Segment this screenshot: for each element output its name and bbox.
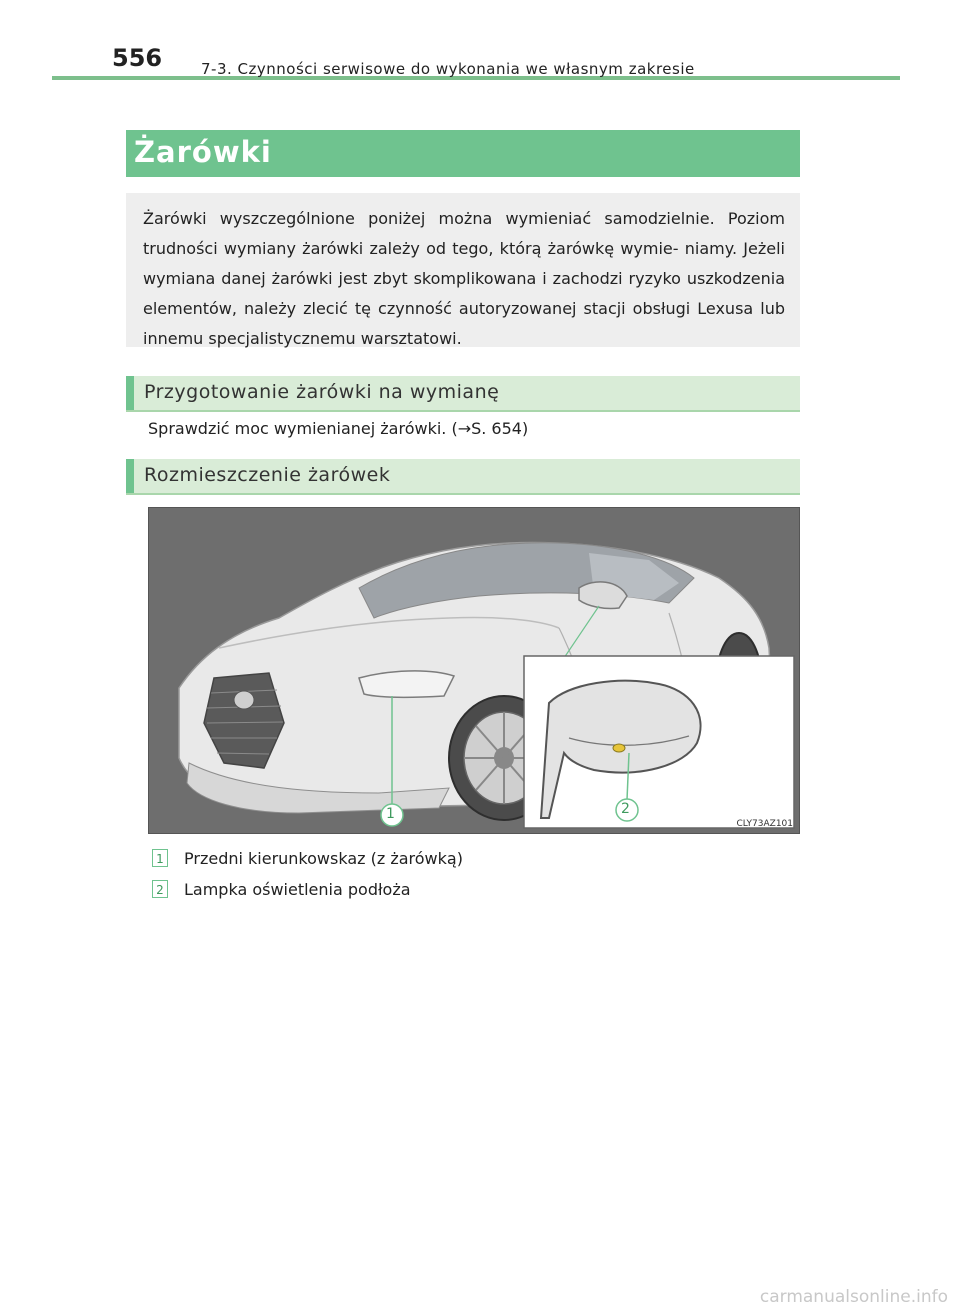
section-heading-text: Rozmieszczenie żarówek [144,464,391,486]
callout-1: 1 [386,806,395,822]
heading-stripe [126,376,134,410]
legend-number: 1 [152,849,168,867]
callout-layer [149,508,799,833]
car-illustration [148,507,800,834]
section-heading-location [126,459,800,495]
legend-item-1 [152,846,463,870]
page-title: Żarówki [134,135,272,169]
watermark: carmanualsonline.info [759,1287,948,1307]
intro-text: Żarówki wyszczególnione poniżej można wymieniać samodzielnie. Poziom trudności wymiany żarówki zależy od tego, którą żarówkę wymie- niamy. Jeżeli wymiana danej żarówki jest zbyt skomplikowana i zachodzi ryzyko uszkodzenia elementów, należy zlecić tę czynność autoryzowanej stacji obsługi Lexusa lub innemu specjalistycznemu warsztatowi. [143,209,785,348]
legend-number: 2 [152,880,168,898]
section-heading-preparation [126,376,800,412]
intro-box [126,193,800,347]
section-heading-text: Przygotowanie żarówki na wymianę [144,381,500,403]
callout-2: 2 [621,801,630,817]
preparation-text: Sprawdzić moc wymienianej żarówki. (→S. 654) [148,419,529,438]
title-banner [126,130,800,177]
heading-stripe [126,459,134,493]
figure-code: CLY73AZ101 [736,819,793,829]
chapter-title: 7-3. Czynności serwisowe do wykonania we własnym zakresie [201,60,695,78]
legend-item-2 [152,877,411,901]
legend-text: Lampka oświetlenia podłoża [184,879,411,899]
legend-text: Przedni kierunkowskaz (z żarówką) [184,848,463,868]
page-number: 556 [112,44,163,72]
